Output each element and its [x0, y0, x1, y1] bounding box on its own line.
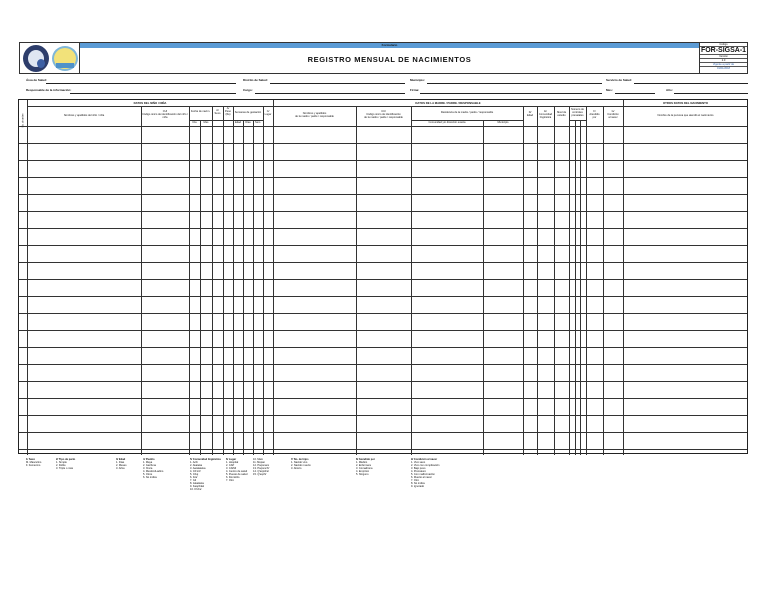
births-register-table: No. de orden DATOS DEL NIÑO / NIÑA DATOS DE LA MADRE / PADRE / RESPONSABLE OTROS DATOS DEL NACIMIENTO Nombres y apellidos del niño / niña CUI Código único de identificación del niño / niña Fecha de nacim. Día Mes A/ Sexo A/ Peso (lbs) Semanas de gestación Edad Días Sem. C/ Lugar Nombres y apellidos de la madre / padre / responsable CUI Código único de identificación de la madre / padre / responsable Residencia de la madre / padre / responsable Comunidad y/o dirección exacta Municipio D/ Edad E/ Comunidad lingüística Nivel de estudio Número de controles prenatales F/ Atendido por G/ Condición al nacer Nombre de la persona que atendió el nacimiento	[18, 99, 748, 454]
col-residence: Residencia de la madre / padre / responsable	[440, 111, 494, 114]
responsible-label: Responsable de la información:	[26, 88, 72, 92]
version-label: Versión	[700, 55, 747, 59]
col-age-s: Sem.	[254, 121, 262, 124]
legend-group	[56, 458, 75, 470]
legend-group	[356, 458, 375, 476]
legend-items: 1. Maya 2. Garífuna 3. Xinca 4. Mestizo/Ladino 5. Otros 6. No indica	[143, 461, 164, 479]
col-municipality: Municipio	[497, 121, 509, 124]
municipality-field[interactable]	[427, 83, 602, 84]
col-birth-date: Fecha de nacim.	[190, 110, 211, 113]
legend-group	[26, 458, 41, 467]
section-child: DATOS DEL NIÑO / NIÑA	[133, 101, 167, 105]
col-age-m: Edad	[234, 121, 242, 124]
municipality-label: Municipio:	[410, 78, 425, 82]
col-mother-cui: CUI Código único de identificación de la madre / padre / responsable	[364, 110, 403, 119]
col-gest-weeks: Semanas de gestación	[234, 111, 262, 114]
signature-field[interactable]	[420, 93, 602, 94]
table-row[interactable]	[19, 228, 747, 245]
signature-label: Firma:	[410, 88, 420, 92]
district-label: Distrito de Salud:	[243, 78, 268, 82]
table-row[interactable]	[19, 126, 747, 143]
legend-items: M. Masculino F. Femenino	[26, 461, 42, 467]
legend-items: 1. Simple 2. Doble 3. Triple o más	[56, 461, 74, 470]
legend-group	[291, 458, 311, 470]
col-weight: A/ Peso (lbs)	[225, 107, 231, 116]
legend-group	[190, 458, 221, 491]
section-other: OTROS DATOS DEL NACIMIENTO	[662, 101, 708, 105]
ministry-logo	[23, 45, 49, 72]
approval-value: 01/01/2018	[717, 67, 730, 70]
legend-title: 8/ Atendido por	[356, 458, 375, 461]
legend-items: 1. Médico 2. Enfermera 3. Comadrona 4. Empírico 5. Ninguno	[356, 461, 373, 476]
col-place: C/ Lugar	[264, 110, 272, 116]
position-label: Cargo:	[243, 88, 253, 92]
col-education: Nivel de estudio	[556, 111, 567, 117]
year-label: Año:	[666, 88, 673, 92]
col-day: Día	[192, 121, 197, 124]
table-row[interactable]	[19, 177, 747, 194]
col-condition: G/ Condición al nacer	[607, 110, 619, 119]
table-row[interactable]	[19, 211, 747, 228]
col-age-d: Días	[245, 121, 251, 124]
service-label: Servicio de Salud:	[606, 78, 633, 82]
table-row[interactable]	[19, 279, 747, 296]
title-box	[80, 42, 700, 74]
district-field[interactable]	[270, 83, 405, 84]
responsible-field[interactable]	[70, 93, 236, 94]
col-attended: F/ Atendido por	[589, 110, 600, 119]
table-row[interactable]	[19, 313, 747, 330]
legend-items: 1. Vivo sano 2. Vivo con complicación 3. Bajo peso 4. Prematuro 5. Con malformación 6. Muerto al nacer 7. Otro 8. No indica 9. Ignorado	[411, 461, 440, 488]
col-prenatal: Número de controles prenatales	[571, 108, 584, 117]
legend-items: 1. Hospital 2. CAP 3. CAIMI 4. Centro de salud 5. Puesto de salud 6. Domicilio 7. Otro	[226, 461, 248, 482]
table-row[interactable]	[19, 245, 747, 262]
logos-box	[19, 42, 80, 74]
legend-items: 1. Achi 2. Akateka 3. Awakateka 4. Ch'orti' 5. Chuj 6. Itza' 7. Ixil 8. Jakalteka 9. Kaqchikel 10. K'iche'	[190, 461, 206, 491]
service-field[interactable]	[634, 83, 748, 84]
area-label: Área de Salud:	[26, 78, 48, 82]
legend-title: 2/ Tipo de parto	[56, 458, 76, 461]
table-row[interactable]	[19, 296, 747, 313]
table-row[interactable]	[19, 262, 747, 279]
approval-label: Vigente a partir de	[700, 63, 747, 67]
col-ethnicity: E/ Comunidad lingüística	[538, 110, 553, 119]
table-row[interactable]	[19, 415, 747, 432]
col-attendant: Nombre de la persona que atendió el nacimiento	[657, 114, 714, 117]
code-box	[700, 42, 748, 74]
section-mother: DATOS DE LA MADRE / PADRE / RESPONSABLE	[415, 101, 481, 105]
legend-title: 3/ Edad	[116, 458, 126, 461]
year-field[interactable]	[674, 93, 748, 94]
table-row[interactable]	[19, 398, 747, 415]
sigsa-logo	[52, 46, 78, 71]
table-row[interactable]	[19, 449, 747, 466]
legend-title: 7/ No. de hijos	[291, 458, 309, 461]
table-row[interactable]	[19, 347, 747, 364]
legend-group	[226, 458, 248, 482]
legend-items: 1. Nacido vivo 2. Nacido muerto 3. Aborto	[291, 461, 311, 470]
legend-group	[253, 458, 269, 476]
legend-title: 1/ Sexo	[26, 458, 36, 461]
col-month: Mes	[203, 121, 209, 124]
table-row[interactable]	[19, 381, 747, 398]
version-value: 2.0	[700, 59, 747, 63]
table-row[interactable]	[19, 330, 747, 347]
table-row[interactable]	[19, 364, 747, 381]
legend-group	[116, 458, 127, 470]
month-field[interactable]	[615, 93, 655, 94]
col-mother-name: Nombres y apellidos de la madre / padre / responsable	[295, 112, 334, 118]
legend-title: 6/ Lugar	[226, 458, 237, 461]
form-label: Formulario	[80, 43, 699, 48]
legend-title: 9/ Condición al nacer	[411, 458, 438, 461]
col-sex: A/ Sexo	[214, 109, 221, 115]
col-community: Comunidad y/o dirección exacta	[428, 121, 466, 124]
form-code: FOR-SIGSA-1	[700, 47, 747, 54]
legend-title: 4/ Pueblo	[143, 458, 155, 461]
col-age: D/ Edad	[526, 111, 534, 117]
code-label: Código	[700, 43, 747, 47]
position-field[interactable]	[255, 93, 405, 94]
table-row[interactable]	[19, 432, 747, 449]
legend-title: 5/ Comunidad lingüística	[190, 458, 221, 461]
table-row[interactable]	[19, 160, 747, 177]
table-row[interactable]	[19, 194, 747, 211]
col-child-name: Nombres y apellidos del niño / niña	[63, 114, 105, 117]
legend-items: 10. Mam 11. Mopan 12. Poqomam 13. Poqomchi' 14. Q'anjob'al 15. Q'eqchi'	[253, 458, 270, 476]
col-child-cui: CUI Código único de identificación del niño / niña	[142, 110, 188, 119]
table-row[interactable]	[19, 143, 747, 160]
page-title: REGISTRO MENSUAL DE NACIMIENTOS	[307, 55, 472, 64]
month-label: Mes:	[606, 88, 613, 92]
area-field[interactable]	[46, 83, 236, 84]
legend-group	[411, 458, 440, 488]
legend-items: 1. Días 2. Meses 3. Años	[116, 461, 127, 470]
legend-group	[143, 458, 163, 479]
